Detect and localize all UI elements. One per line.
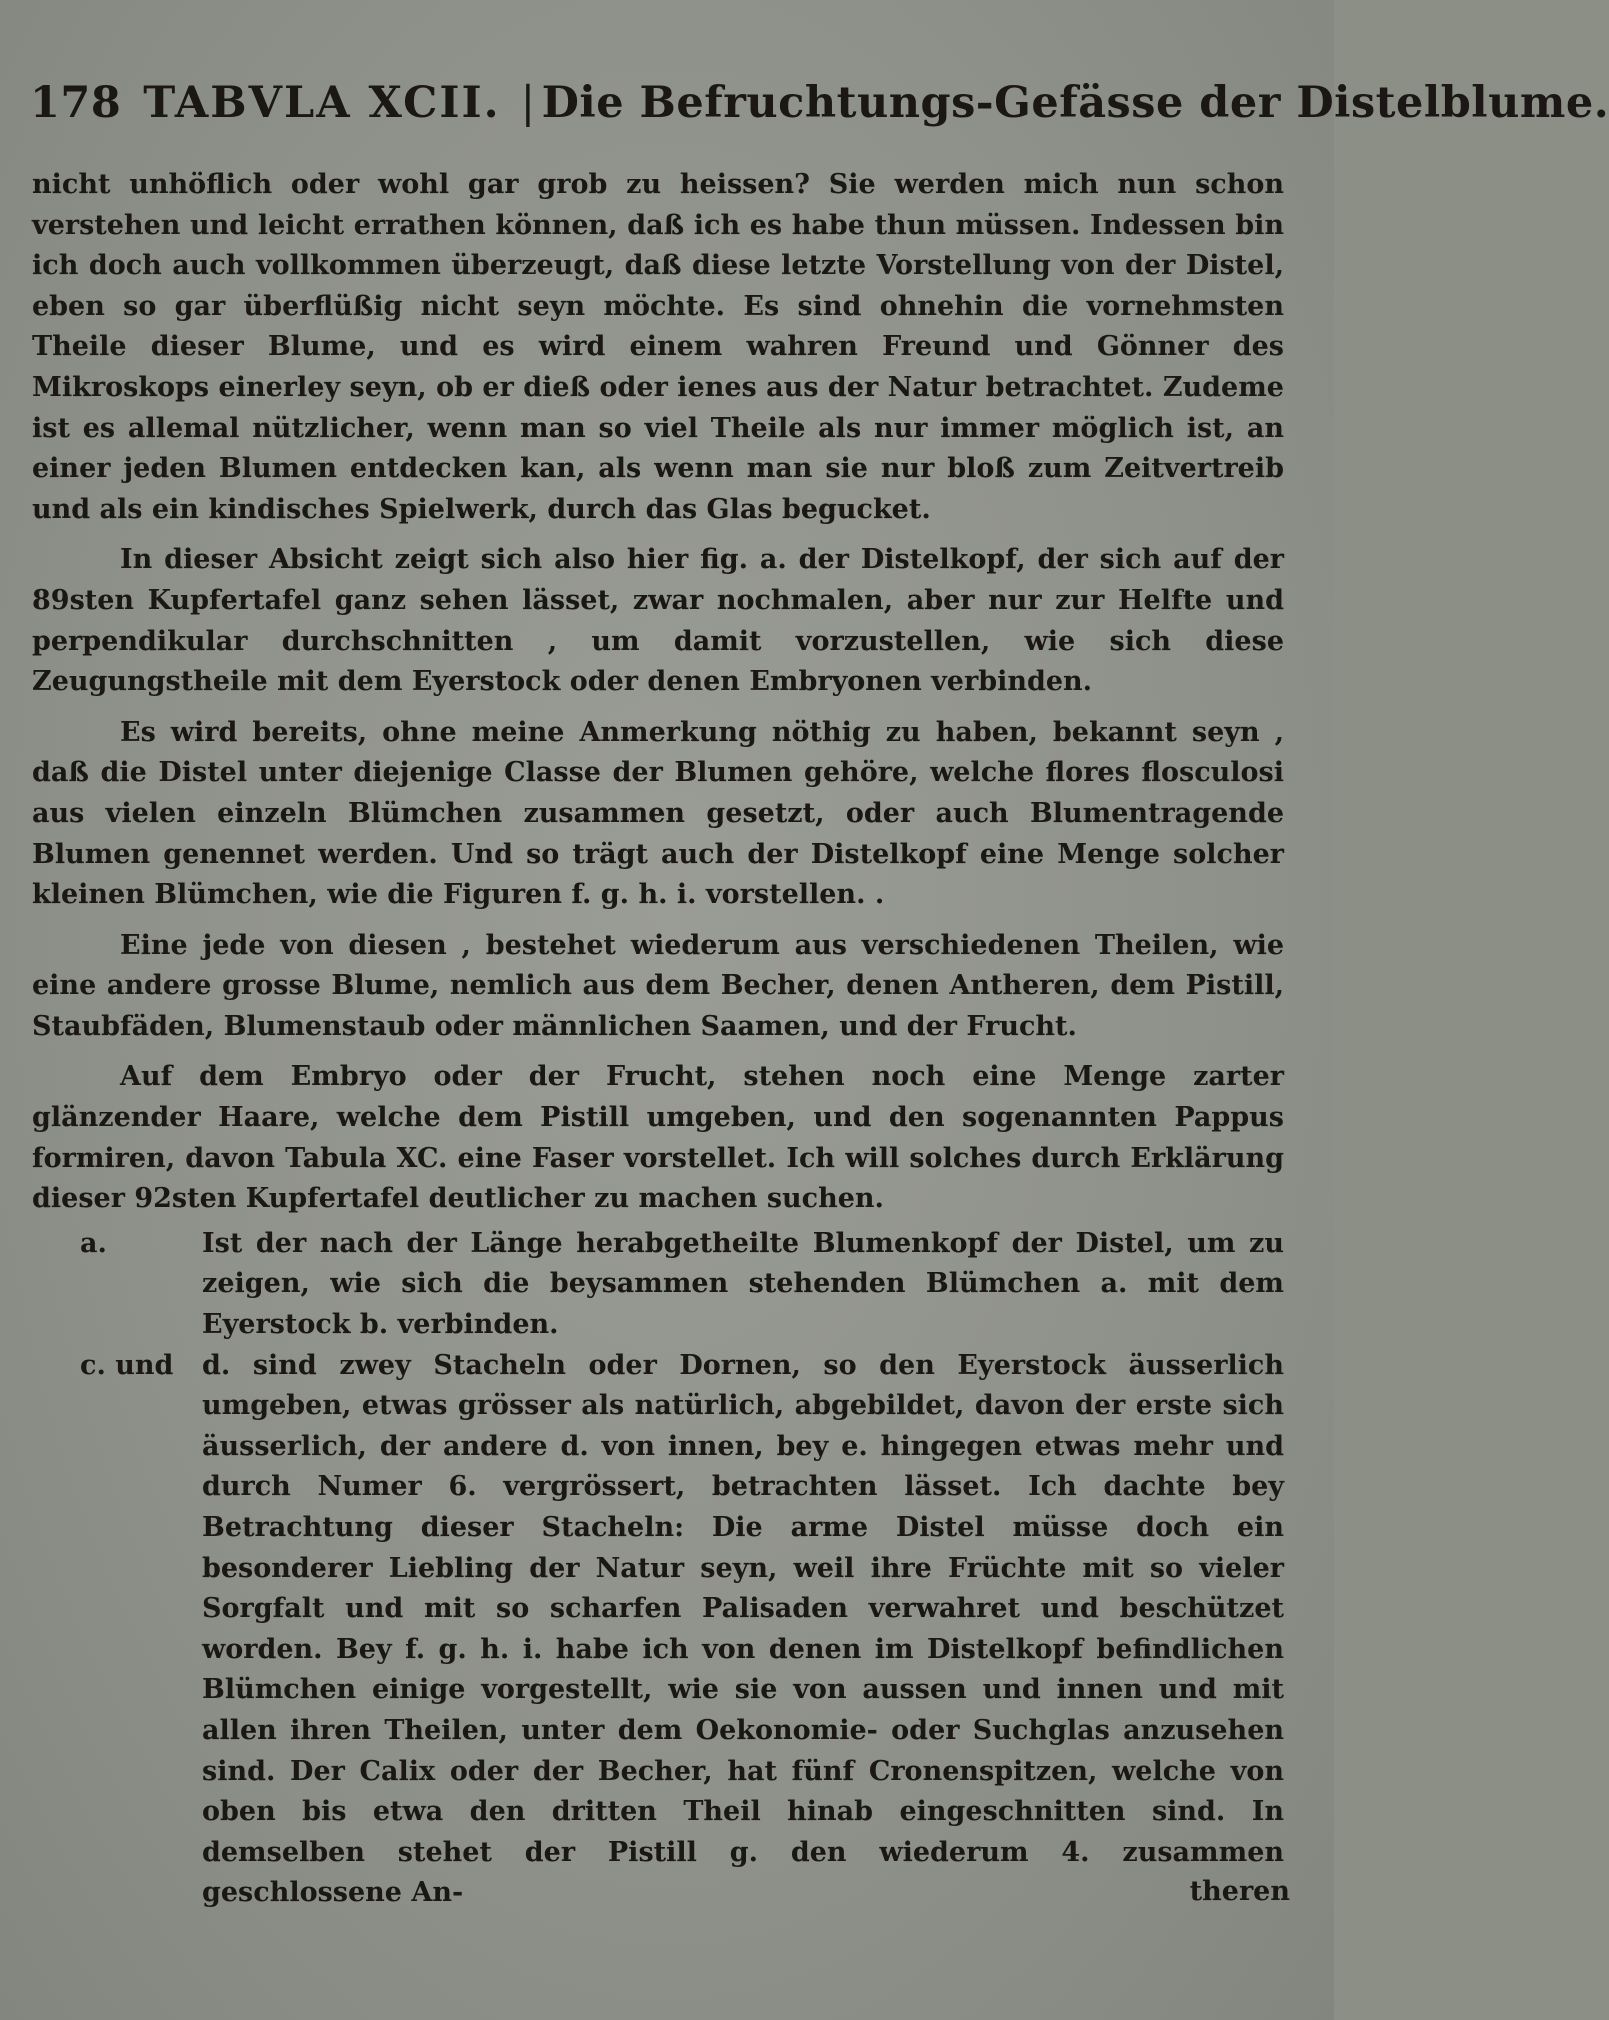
paragraph-4: Eine jede von diesen , bestehet wiederum aus verschiedenen Theilen, wie eine andere grosse Blume, nemlich aus dem Becher, denen Antheren, dem Pistill, Staubfäden, Blumenstaub oder männlichen Saamen, und der Frucht. bbox=[32, 929, 1284, 1042]
running-header bbox=[30, 78, 1609, 128]
item-text: d. sind zwey Stacheln oder Dornen, so den Eyerstock äusserlich umgeben, etwas grösser als natürlich, abgebildet, davon der erste sich äusserlich, der andere d. von innen, bey e. hingegen etwas mehr und durch Numer 6. vergrössert, betrachten lässet. Ich dachte bey Betrachtung dieser Stacheln: Die arme Distel müsse doch ein besonderer Liebling der Natur seyn, weil ihre Früchte mit so vieler Sorgfalt und mit so scharfen Palisaden verwahret und beschützet worden. Bey f. g. h. i. habe ich von denen im Distelkopf befindlichen Blümchen einige vorgestellt, wie sie von aussen und innen und mit allen ihren Theilen, unter dem Oekonomie- oder Suchglas anzusehen sind. Der Calix oder der Becher, hat fünf Cronenspitzen, welche von oben bis etwa den dritten Theil hinab eingeschnitten sind. In demselben stehet der Pistill g. den wiederum 4. zusammen geschlossene An- bbox=[202, 1349, 1284, 1909]
page-title: Die Befruchtungs-Gefässe der Distelblume. bbox=[541, 78, 1609, 128]
text-body bbox=[32, 165, 1284, 1914]
paragraph-1: nicht unhöflich oder wohl gar grob zu heissen? Sie werden mich nun schon verstehen und leicht errathen können, daß ich es habe thun müssen. Indessen bin ich doch auch vollkommen überzeugt, daß diese letzte Vorstellung von der Distel, eben so gar überflüßig nicht seyn möchte. Es sind ohnehin die vornehmsten Theile dieser Blume, und es wird einem wahren Freund und Gönner des Mikroskops einerley seyn, ob er dieß oder ienes aus der Natur betrachtet. Zudeme ist es allemal nützlicher, wenn man so viel Theile als nur immer möglich ist, an einer jeden Blumen entdecken kan, als wenn man sie nur bloß zum Zeitvertreib und als ein kindisches Spielwerk, durch das Glas begucket. bbox=[32, 169, 1284, 525]
page-number: 178 bbox=[30, 78, 122, 128]
tabula-label: TABVLA XCII. bbox=[143, 78, 501, 128]
catchword: theren bbox=[1189, 1876, 1290, 1907]
header-separator: | bbox=[520, 78, 536, 128]
figure-explanations bbox=[32, 1224, 1284, 1914]
paragraph-3: Es wird bereits, ohne meine Anmerkung nöthig zu haben, bekannt seyn , daß die Distel unter diejenige Classe der Blumen gehöre, welche flores flosculosi aus vielen einzeln Blümchen zusammen gesetzt, oder auch Blumentragende Blumen genennet werden. Und so trägt auch der Distelkopf eine Menge solcher kleinen Blümchen, wie die Figuren f. g. h. i. vorstellen. . bbox=[32, 716, 1284, 911]
item-text: Ist der nach der Länge herabgetheilte Blumenkopf der Distel, um zu zeigen, wie sich die beysammen stehenden Blümchen a. mit dem Eyerstock b. verbinden. bbox=[202, 1227, 1284, 1341]
item-label: a. bbox=[80, 1227, 107, 1259]
explanation-item-c-d bbox=[32, 1346, 1284, 1914]
paragraph-2: In dieser Absicht zeigt sich also hier fig. a. der Distelkopf, der sich auf der 89sten Kupfertafel ganz sehen lässet, zwar nochmalen, aber nur zur Helfte und perpendikular durchschnitten , um damit vorzustellen, wie sich diese Zeugungstheile mit dem Eyerstock oder denen Embryonen verbinden. bbox=[32, 544, 1284, 698]
item-label: c. und bbox=[80, 1349, 174, 1381]
paragraph-5: Auf dem Embryo oder der Frucht, stehen noch eine Menge zarter glänzender Haare, welche dem Pistill umgeben, und den sogenannten Pappus formiren, davon Tabula XC. eine Faser vorstellet. Ich will solches durch Erklärung dieser 92sten Kupfertafel deutlicher zu machen suchen. bbox=[32, 1061, 1284, 1215]
explanation-item-a bbox=[32, 1224, 1284, 1346]
